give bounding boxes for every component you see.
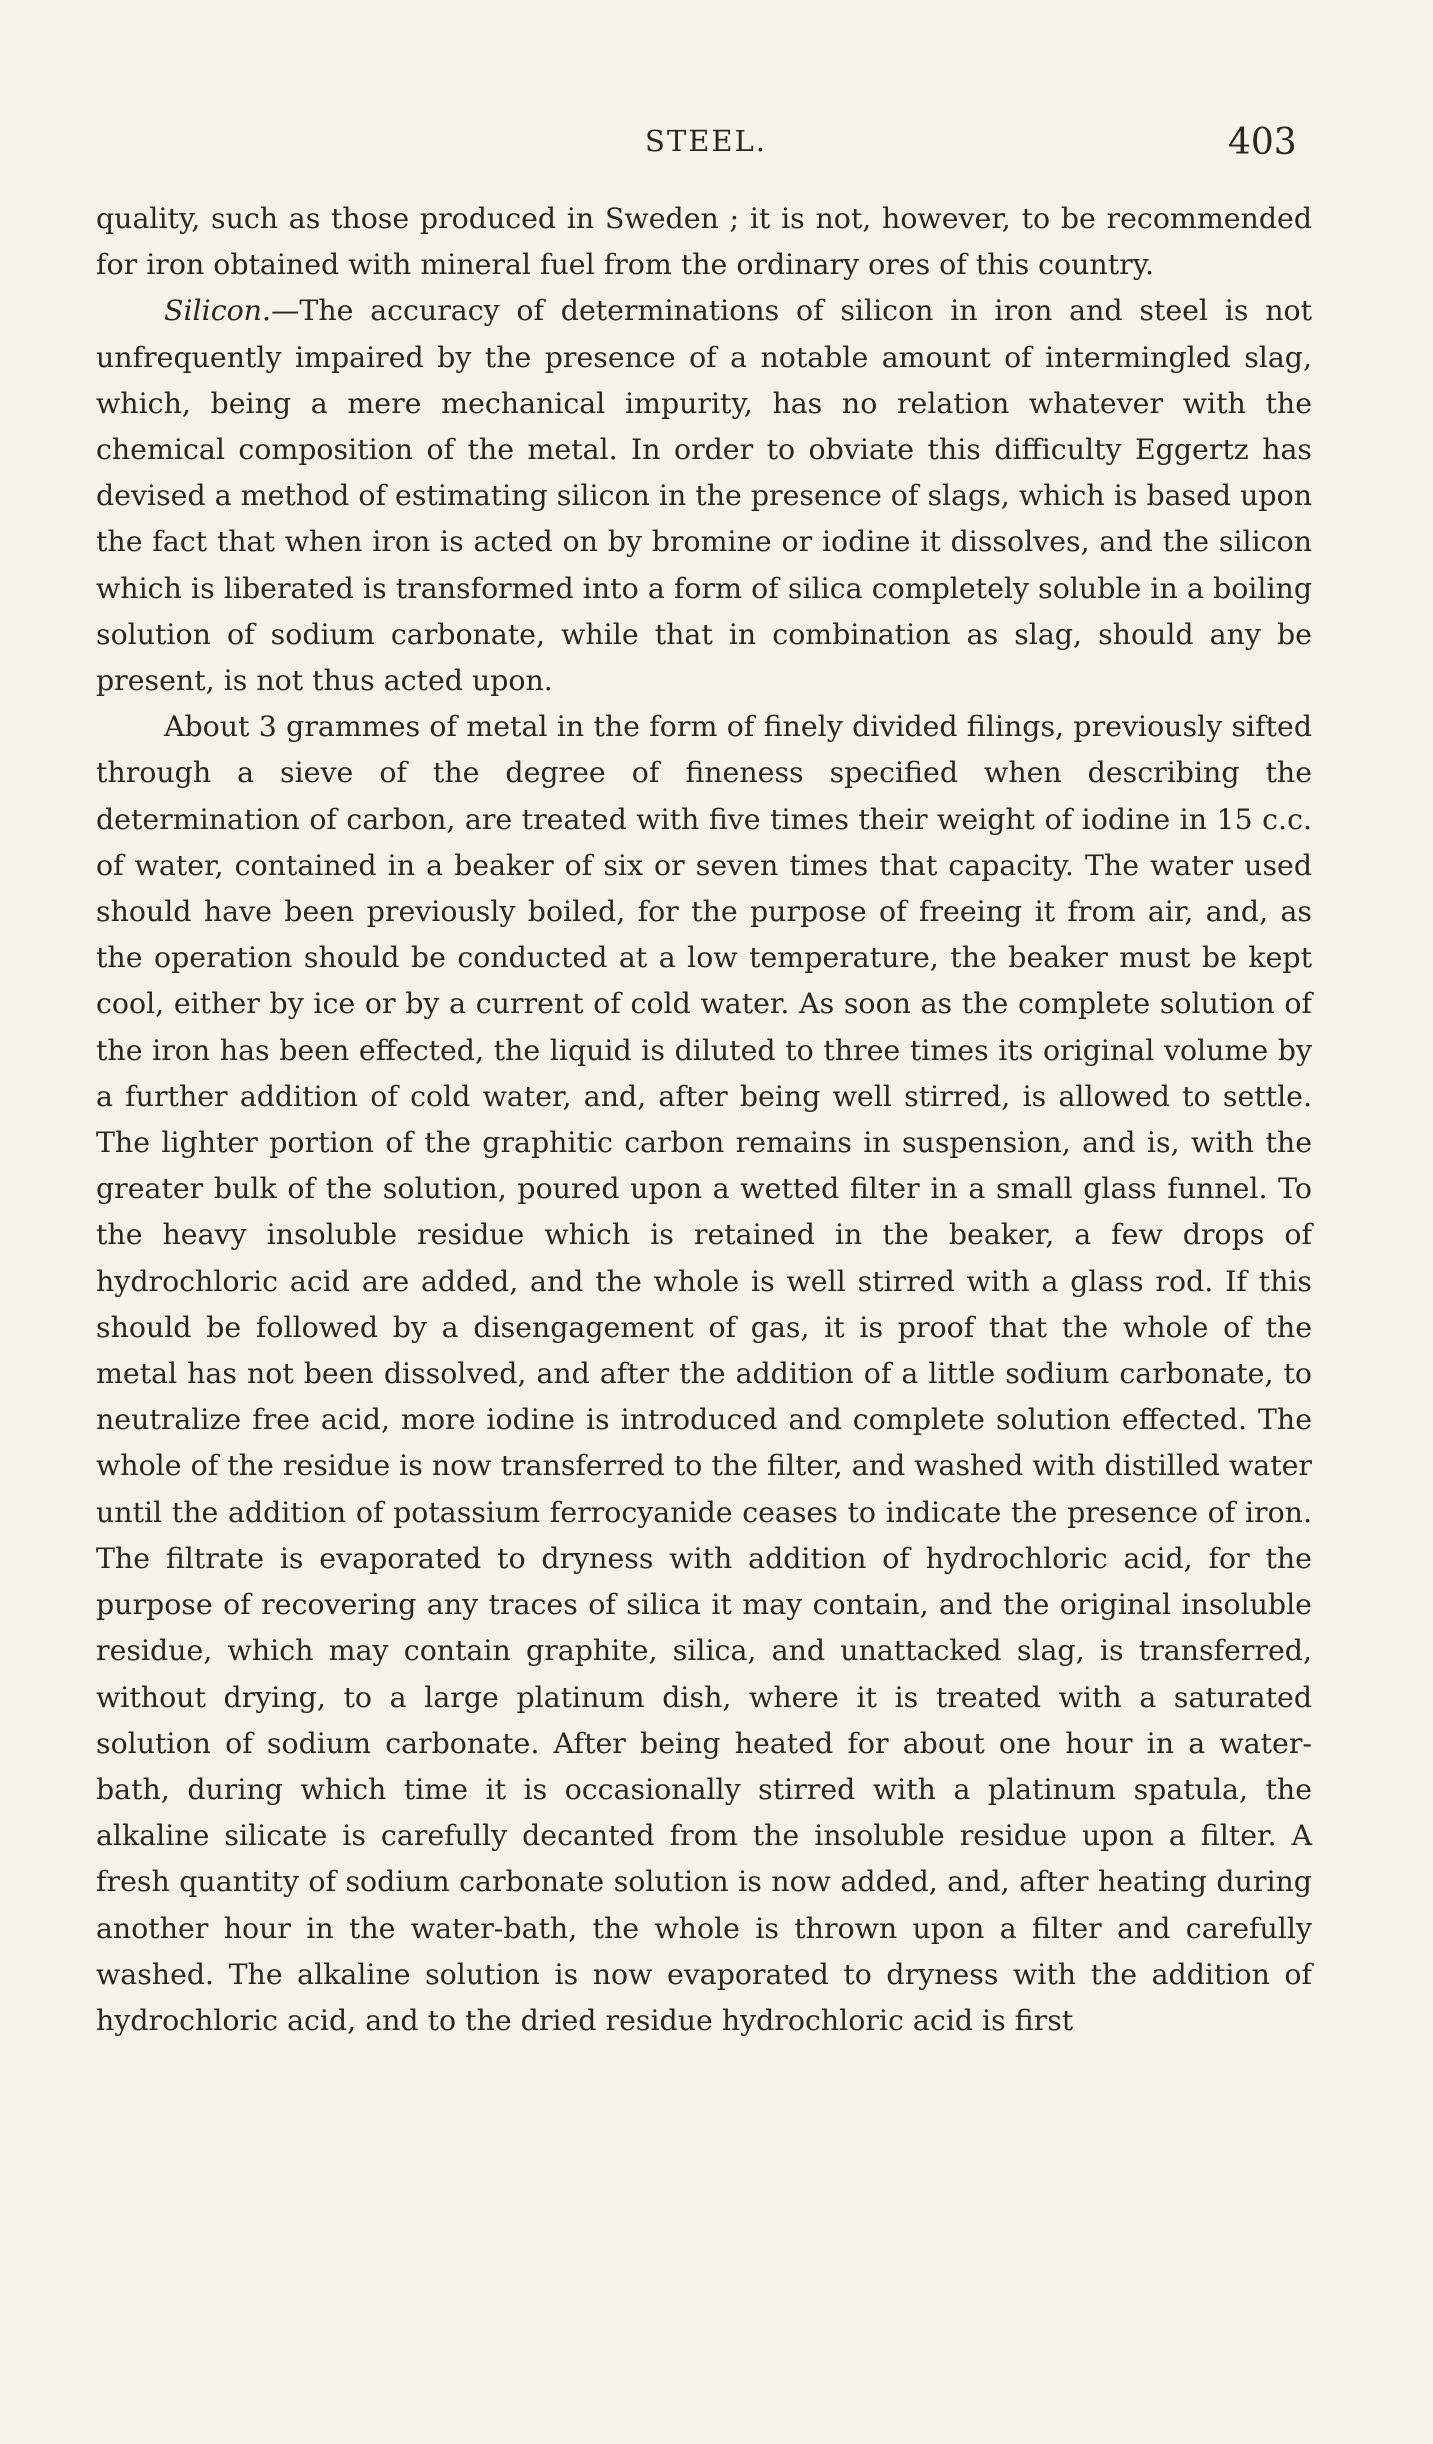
run-in-heading: Silicon. <box>164 294 271 328</box>
paragraph-text: quality, such as those produced in Sweden ; it is not, however, to be recommended for iron obtained with mineral fuel from the ordinary ores of this country. <box>96 202 1312 282</box>
paragraph-continued <box>96 196 1312 288</box>
paragraph-method <box>96 704 1312 2044</box>
page-number: 403 <box>1228 122 1297 163</box>
paragraph-text: About 3 grammes of metal in the form of finely divided filings, previously sifted through a sieve of the degree of fineness specified when describing the determination of carbon, are treated with five times their weight of iodine in 15 c.c. of water, contained in a beaker of six or seven times that capacity. The water used should have been previously boiled, for the purpose of freeing it from air, and, as the operation should be conducted at a low temperature, the beaker must be kept cool, either by ice or by a current of cold water. As soon as the complete solution of the iron has been effected, the liquid is diluted to three times its original volume by a further addition of cold water, and, after being well stirred, is allowed to settle. The lighter portion of the graphitic carbon remains in suspension, and is, with the greater bulk of the solution, poured upon a wetted filter in a small glass funnel. To the heavy insoluble residue which is retained in the beaker, a few drops of hydrochloric acid are added, and the whole is well stirred with a glass rod. If this should be followed by a disengagement of gas, it is proof that the whole of the metal has not been dissolved, and after the addition of a little sodium carbonate, to neutralize free acid, more iodine is introduced and complete solution effected. The whole of the residue is now transferred to the filter, and washed with distilled water until the addition of potassium ferrocyanide ceases to indicate the presence of iron. The filtrate is evaporated to dryness with addition of hydrochloric acid, for the purpose of recovering any traces of silica it may contain, and the original insoluble residue, which may contain graphite, silica, and unattacked slag, is transferred, without drying, to a large platinum dish, where it is treated with a saturated solution of sodium carbonate. After being heated for about one hour in a water-bath, during which time it is occasionally stirred with a platinum spatula, the alkaline silicate is carefully decanted from the insoluble residue upon a filter. A fresh quantity of sodium carbonate solution is now added, and, after heating during another hour in the water-bath, the whole is thrown upon a filter and carefully washed. The alkaline solution is now evaporated to dryness with the addition of hydrochloric acid, and to the dried residue hydrochloric acid is first <box>96 710 1312 2037</box>
running-head: STEEL. <box>645 124 768 158</box>
paragraph-silicon <box>96 288 1312 704</box>
body-text <box>96 196 1312 2044</box>
paragraph-text: —The accuracy of determinations of silicon in iron and steel is not unfrequently impaired by the presence of a notable amount of intermingled slag, which, being a mere mechanical impurity, has no relation whatever with the chemical composition of the metal. In order to obviate this difficulty Eggertz has devised a method of estimating silicon in the presence of slags, which is based upon the fact that when iron is acted on by bromine or iodine it dissolves, and the silicon which is liberated is transformed into a form of silica completely soluble in a boiling solution of sodium carbonate, while that in combination as slag, should any be present, is not thus acted upon. <box>96 294 1312 698</box>
page-header <box>0 124 1433 174</box>
